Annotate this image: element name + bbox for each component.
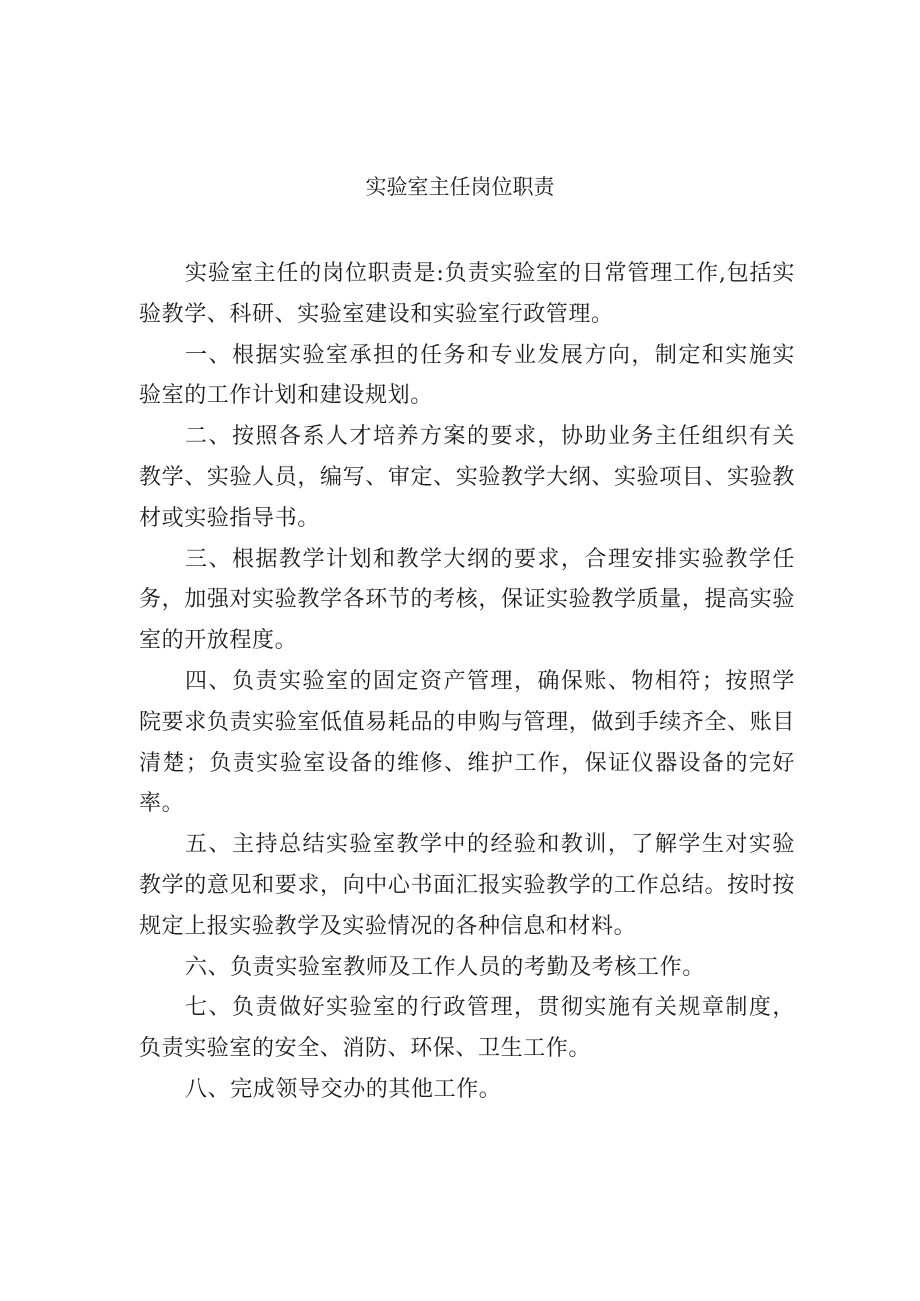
paragraph-item-3: 三、根据教学计划和教学大纲的要求，合理安排实验教学任务，加强对实验教学各环节的考核，保证实验教学质量，提高实验室的开放程度。 — [139, 546, 795, 654]
document-title: 实验室主任岗位职责 — [365, 175, 555, 199]
paragraph-item-1: 一、根据实验室承担的任务和专业发展方向，制定和实施实验室的工作计划和建设规划。 — [139, 342, 795, 409]
paragraph-item-4: 四、负责实验室的固定资产管理，确保账、物相符；按照学院要求负责实验室低值易耗品的申购与管理，做到手续齐全、账目清楚；负责实验室设备的维修、维护工作，保证仪器设备的完好率。 — [139, 668, 795, 817]
paragraph-item-8: 八、完成领导交办的其他工作。 — [185, 1076, 502, 1102]
document-body — [139, 254, 795, 1111]
paragraph-item-6: 六、负责实验室教师及工作人员的考勤及考核工作。 — [185, 954, 705, 980]
paragraph-item-7: 七、负责做好实验室的行政管理，贯彻实施有关规章制度，负责实验室的安全、消防、环保、卫生工作。 — [139, 995, 795, 1062]
paragraph-item-5: 五、主持总结实验室教学中的经验和教训，了解学生对实验教学的意见和要求，向中心书面汇报实验教学的工作总结。按时按规定上报实验教学及实验情况的各种信息和材料。 — [139, 832, 795, 939]
paragraph-intro: 实验室主任的岗位职责是:负责实验室的日常管理工作,包括实验教学、科研、实验室建设和实验室行政管理。 — [139, 261, 795, 327]
paragraph-item-2: 二、按照各系人才培养方案的要求，协助业务主任组织有关教学、实验人员，编写、审定、实验教学大纲、实验项目、实验教材或实验指导书。 — [139, 424, 795, 531]
